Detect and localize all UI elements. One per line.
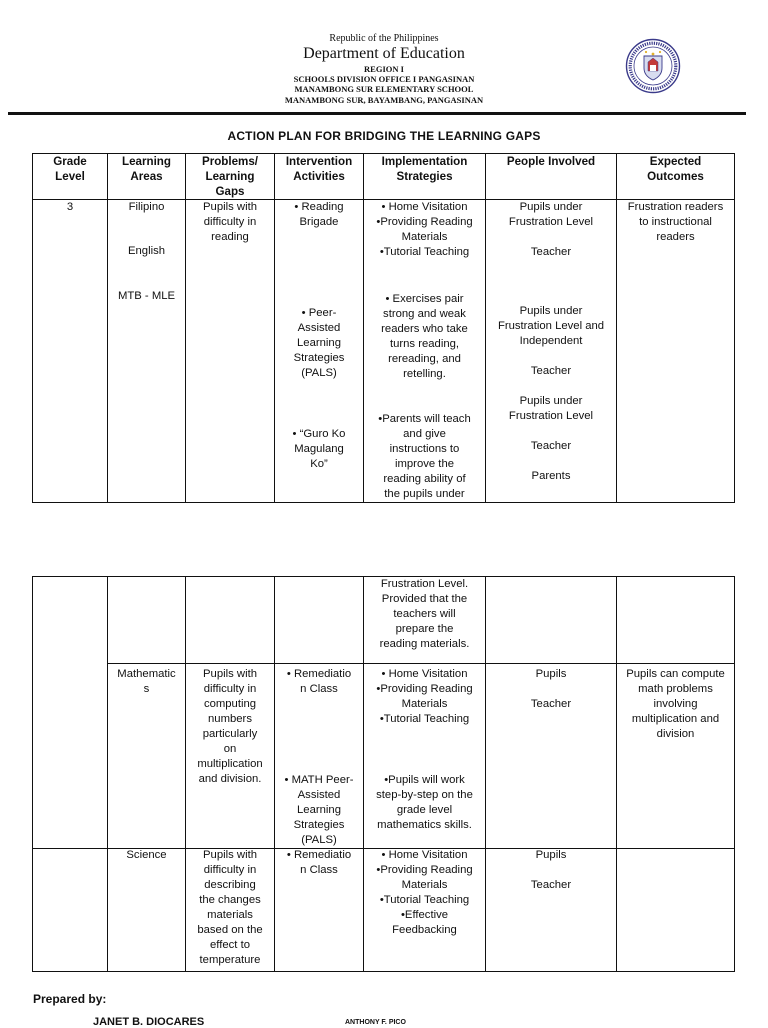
cell-area-mathematics: Mathematic s bbox=[117, 668, 176, 695]
header-people-involved: People Involved bbox=[506, 155, 596, 168]
cell-intervention-guro-ko: • “Guro Ko Magulang Ko” bbox=[292, 428, 346, 470]
action-plan-table bbox=[32, 153, 735, 503]
header-grade-level: Grade Level bbox=[53, 155, 87, 183]
cell-strategy-science: • Home Visitation •Providing Reading Materials •Tutorial Teaching •Effective Feedbacking bbox=[376, 849, 473, 936]
cell-problem-science: Pupils with difficulty in describing the changes materials based on the effect to temperature bbox=[197, 849, 263, 966]
cell-grade: 3 bbox=[66, 201, 74, 213]
division-line: SCHOOLS DIVISION OFFICE I PANGASINAN bbox=[293, 74, 475, 84]
header-learning-areas: Learning Areas bbox=[122, 155, 171, 183]
cell-outcome-math: Pupils can compute math problems involving multiplication and division bbox=[626, 668, 725, 740]
document-title: ACTION PLAN FOR BRIDGING THE LEARNING GAPS bbox=[227, 129, 541, 143]
deped-seal-logo bbox=[625, 38, 681, 94]
header-expected-outcomes: Expected Outcomes bbox=[647, 155, 704, 183]
prepared-by-label: Prepared by: bbox=[33, 992, 107, 1006]
header-intervention: Intervention Activities bbox=[285, 155, 353, 183]
region-line: REGION I bbox=[364, 64, 404, 74]
signatory-name-1: JANET B. DIOCARES bbox=[93, 1016, 205, 1028]
address-line: MANAMBONG SUR, BAYAMBANG, PANGASINAN bbox=[284, 95, 484, 105]
cell-intervention-math-pals: • MATH Peer- Assisted Learning Strategies (PALS) bbox=[284, 774, 354, 846]
column-divider bbox=[107, 577, 108, 971]
letterhead bbox=[0, 0, 768, 116]
cell-outcome-readers: Frustration readers to instructional readers bbox=[627, 201, 724, 243]
cell-people-math: Pupils Teacher bbox=[530, 668, 572, 710]
header-divider bbox=[8, 112, 746, 115]
column-divider bbox=[485, 577, 486, 971]
cell-problem-math: Pupils with difficulty in computing numbers particularly on multiplication and division. bbox=[197, 668, 263, 785]
cell-intervention-pals: • Peer- Assisted Learning Strategies (PALS) bbox=[293, 307, 345, 379]
action-plan-table-continued bbox=[32, 576, 735, 972]
cell-intervention-remediation: • Remediatio n Class bbox=[286, 668, 352, 695]
cell-strategy-math-1: • Home Visitation •Providing Reading Materials •Tutorial Teaching bbox=[376, 668, 473, 725]
cell-people-group-1: Pupils under Frustration Level Teacher bbox=[508, 201, 594, 258]
cell-people-group-2: Pupils under Frustration Level and Independent Teacher bbox=[497, 305, 605, 377]
header-implementation: Implementation Strategies bbox=[381, 155, 468, 183]
cell-intervention-reading-brigade: • Reading Brigade bbox=[294, 201, 344, 228]
cell-people-group-3: Pupils under Frustration Level Teacher Parents bbox=[508, 395, 594, 482]
department-line: Department of Education bbox=[303, 45, 465, 62]
cell-area-filipino: Filipino bbox=[128, 201, 165, 213]
cell-strategy-continued: Frustration Level. Provided that the teachers will prepare the reading materials. bbox=[379, 578, 470, 650]
signatory-name-2: ANTHONY F. PICO bbox=[345, 1019, 406, 1026]
cell-intervention-science: • Remediatio n Class bbox=[286, 849, 352, 876]
cell-strategy-math-2: •Pupils will work step-by-step on the grade level mathematics skills. bbox=[376, 774, 473, 831]
header-problems: Problems/ Learning Gaps bbox=[201, 155, 259, 198]
cell-problem-reading: Pupils with difficulty in reading bbox=[203, 201, 257, 243]
cell-area-english: English bbox=[127, 245, 166, 257]
cell-strategy-pair-reading: • Exercises pair strong and weak readers who take turns reading, rereading, and retelling. bbox=[381, 293, 468, 380]
column-divider bbox=[616, 577, 617, 971]
cell-strategy-parents-teach: •Parents will teach and give instructions to improve the reading ability of the pupils under bbox=[378, 413, 471, 500]
republic-line: Republic of the Philippines bbox=[329, 33, 439, 44]
cell-area-science: Science bbox=[126, 849, 167, 861]
cell-people-science: Pupils Teacher bbox=[530, 849, 572, 891]
row-divider bbox=[108, 663, 734, 664]
cell-strategy-home-visitation: • Home Visitation •Providing Reading Materials •Tutorial Teaching bbox=[376, 201, 473, 258]
school-line: MANAMBONG SUR ELEMENTARY SCHOOL bbox=[294, 84, 474, 94]
cell-area-mtb: MTB - MLE bbox=[117, 290, 176, 302]
